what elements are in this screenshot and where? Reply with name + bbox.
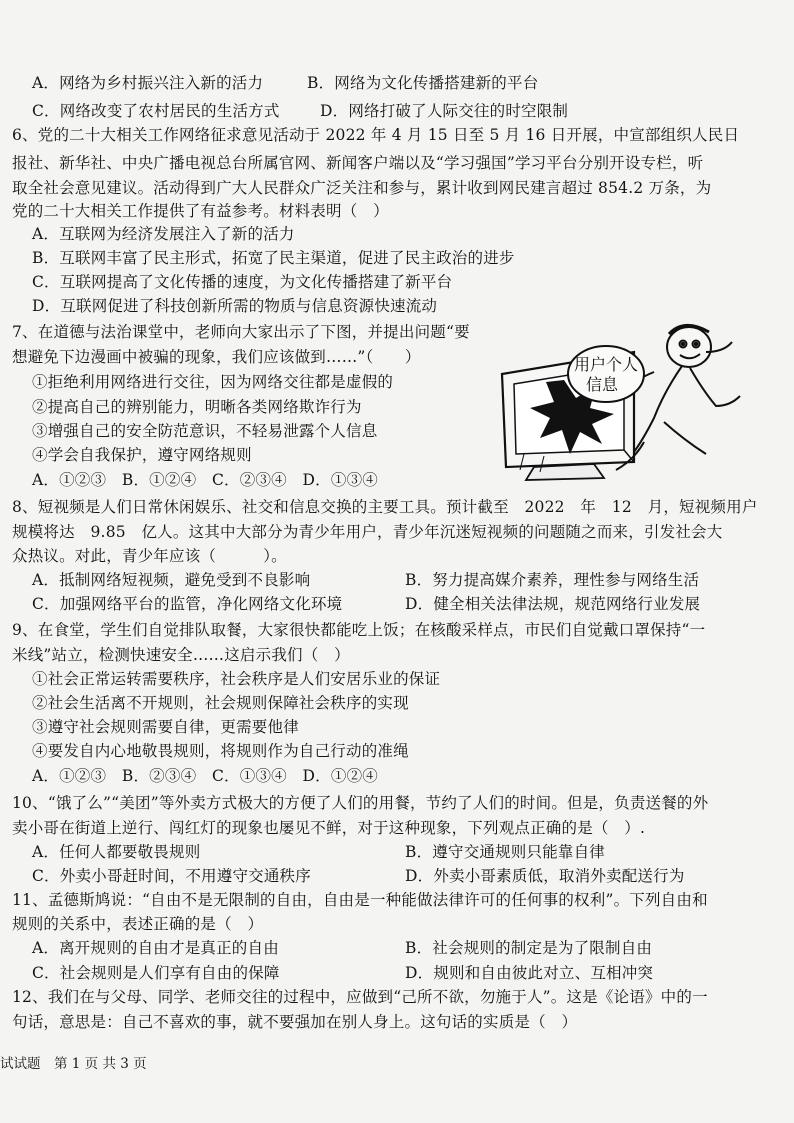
q8-option-c: C．加强网络平台的监管，净化网络文化环境 <box>32 595 343 613</box>
q7-statement-1: ①拒绝利用网络进行交往，因为网络交往都是虚假的 <box>32 373 394 391</box>
q5-option-c: C．网络改变了农村居民的生活方式 <box>32 102 280 120</box>
q6-option-d: D．互联网促进了科技创新所需的物质与信息资源快速流动 <box>32 297 438 315</box>
q9-statement-3: ③遵守社会规则需要自律，更需要他律 <box>32 718 299 736</box>
q8-option-a: A．抵制网络短视频，避免受到不良影响 <box>32 571 311 589</box>
q11-stem-line2: 规则的关系中，表述正确的是（ ） <box>12 915 264 933</box>
q11-option-c: C．社会规则是人们享有自由的保障 <box>32 964 280 982</box>
q6-option-b: B．互联网丰富了民主形式，拓宽了民主渠道，促进了民主政治的进步 <box>32 249 515 267</box>
q6-option-a: A．互联网为经济发展注入了新的活力 <box>32 225 295 243</box>
q8-option-b: B．努力提高媒介素养，理性参与网络生活 <box>405 571 700 589</box>
q10-stem-line1: 10、“饿了么”“美团”等外卖方式极大的方便了人们的用餐，节约了人们的时间。但是，负责送餐的外 <box>12 794 709 812</box>
q5-option-b: B．网络为文化传播搭建新的平台 <box>307 74 539 92</box>
q6-option-c: C．互联网提高了文化传播的速度，为文化传播搭建了新平台 <box>32 273 453 291</box>
q9-statement-1: ①社会正常运转需要秩序，社会秩序是人们安居乐业的保证 <box>32 670 441 688</box>
q9-options: A．①②③ B．②③④ C．①③④ D．①②④ <box>32 767 378 785</box>
q7-stem-line1: 7、在道德与法治课堂中，老师向大家出示了下图，并提出问题“要 <box>12 323 470 341</box>
q11-option-b: B．社会规则的制定是为了限制自由 <box>405 939 653 957</box>
page-footer: 试试题 第 1 页 共 3 页 <box>0 1056 147 1072</box>
q8-stem-line2: 规模将达 9.85 亿人。这其中大部分为青少年用户，青少年沉迷短视频的问题随之而来，引发社会大 <box>12 523 723 541</box>
cartoon-label-line2: 信息 <box>585 375 619 394</box>
q7-stem-line2: 想避免下边漫画中被骗的现象，我们应该做到……”（ ） <box>12 348 421 366</box>
q7-statement-4: ④学会自我保护，遵守网络规则 <box>32 446 252 464</box>
cartoon-label-line1: 用户个人 <box>573 355 639 374</box>
q6-stem-line4: 党的二十大相关工作提供了有益参考。材料表明（ ） <box>12 202 389 220</box>
q9-stem-line2: 米线”站立，检测快速安全……这启示我们（ ） <box>12 646 350 664</box>
q7-statement-3: ③增强自己的安全防范意识，不轻易泄露个人信息 <box>32 422 378 440</box>
q12-stem-line2: 句话，意思是：自己不喜欢的事，就不要强加在别人身上。这句话的实质是（ ） <box>12 1013 578 1031</box>
q7-cartoon-illustration <box>484 322 784 482</box>
q9-statement-4: ④要发自内心地敬畏规则，将规则作为自己行动的准绳 <box>32 742 409 760</box>
q11-option-a: A．离开规则的自由才是真正的自由 <box>32 939 279 957</box>
q10-stem-line2: 卖小哥在街道上逆行、闯红灯的现象也屡见不鲜，对于这种现象，下列观点正确的是（ ）. <box>12 819 646 837</box>
q7-options: A．①②③ B．①②④ C．②③④ D．①③④ <box>32 471 378 489</box>
q12-stem-line1: 12、我们在与父母、同学、老师交往的过程中，应做到“己所不欲，勿施于人”。这是《论语》中的一 <box>12 988 708 1006</box>
q5-option-d: D．网络打破了人际交往的时空限制 <box>320 102 569 120</box>
q8-option-d: D．健全相关法律法规，规范网络行业发展 <box>405 595 701 613</box>
q10-option-a: A．任何人都要敬畏规则 <box>32 843 201 861</box>
q8-stem-line1: 8、短视频是人们日常休闲娱乐、社交和信息交换的主要工具。预计截至 2022 年 12 月，短视频用户 <box>12 498 758 516</box>
q10-option-b: B．遵守交通规则只能靠自律 <box>405 843 605 861</box>
q6-stem-line1: 6、党的二十大相关工作网络征求意见活动于 2022 年 4 月 15 日至 5 月 16 日开展，中宣部组织人民日 <box>12 126 740 144</box>
q7-statement-2: ②提高自己的辨别能力，明晰各类网络欺诈行为 <box>32 398 362 416</box>
q6-stem-line2: 报社、新华社、中央广播电视总台所属官网、新闻客户端以及“学习强国”学习平台分别开设专栏，听 <box>12 154 704 172</box>
q9-statement-2: ②社会生活离不开规则，社会规则保障社会秩序的实现 <box>32 694 409 712</box>
q5-option-a: A．网络为乡村振兴注入新的活力 <box>32 74 264 92</box>
q9-stem-line1: 9、在食堂，学生们自觉排队取餐，大家很快都能吃上饭；在核酸采样点，市民们自觉戴口罩保持“一 <box>12 621 706 639</box>
q11-option-d: D．规则和自由彼此对立、互相冲突 <box>405 964 654 982</box>
q6-stem-line3: 取全社会意见建议。活动得到广大人民群众广泛关注和参与，累计收到网民建言超过 854.2 万条，为 <box>12 179 712 197</box>
q10-option-c: C．外卖小哥赶时间，不用遵守交通秩序 <box>32 867 311 885</box>
q8-stem-line3: 众热议。对此，青少年应该（ ）。 <box>12 547 287 565</box>
q10-option-d: D．外卖小哥素质低，取消外卖配送行为 <box>405 867 685 885</box>
q11-stem-line1: 11、孟德斯鸠说：“自由不是无限制的自由，自由是一种能做法律许可的任何事的权利”。下列自由和 <box>12 891 708 909</box>
